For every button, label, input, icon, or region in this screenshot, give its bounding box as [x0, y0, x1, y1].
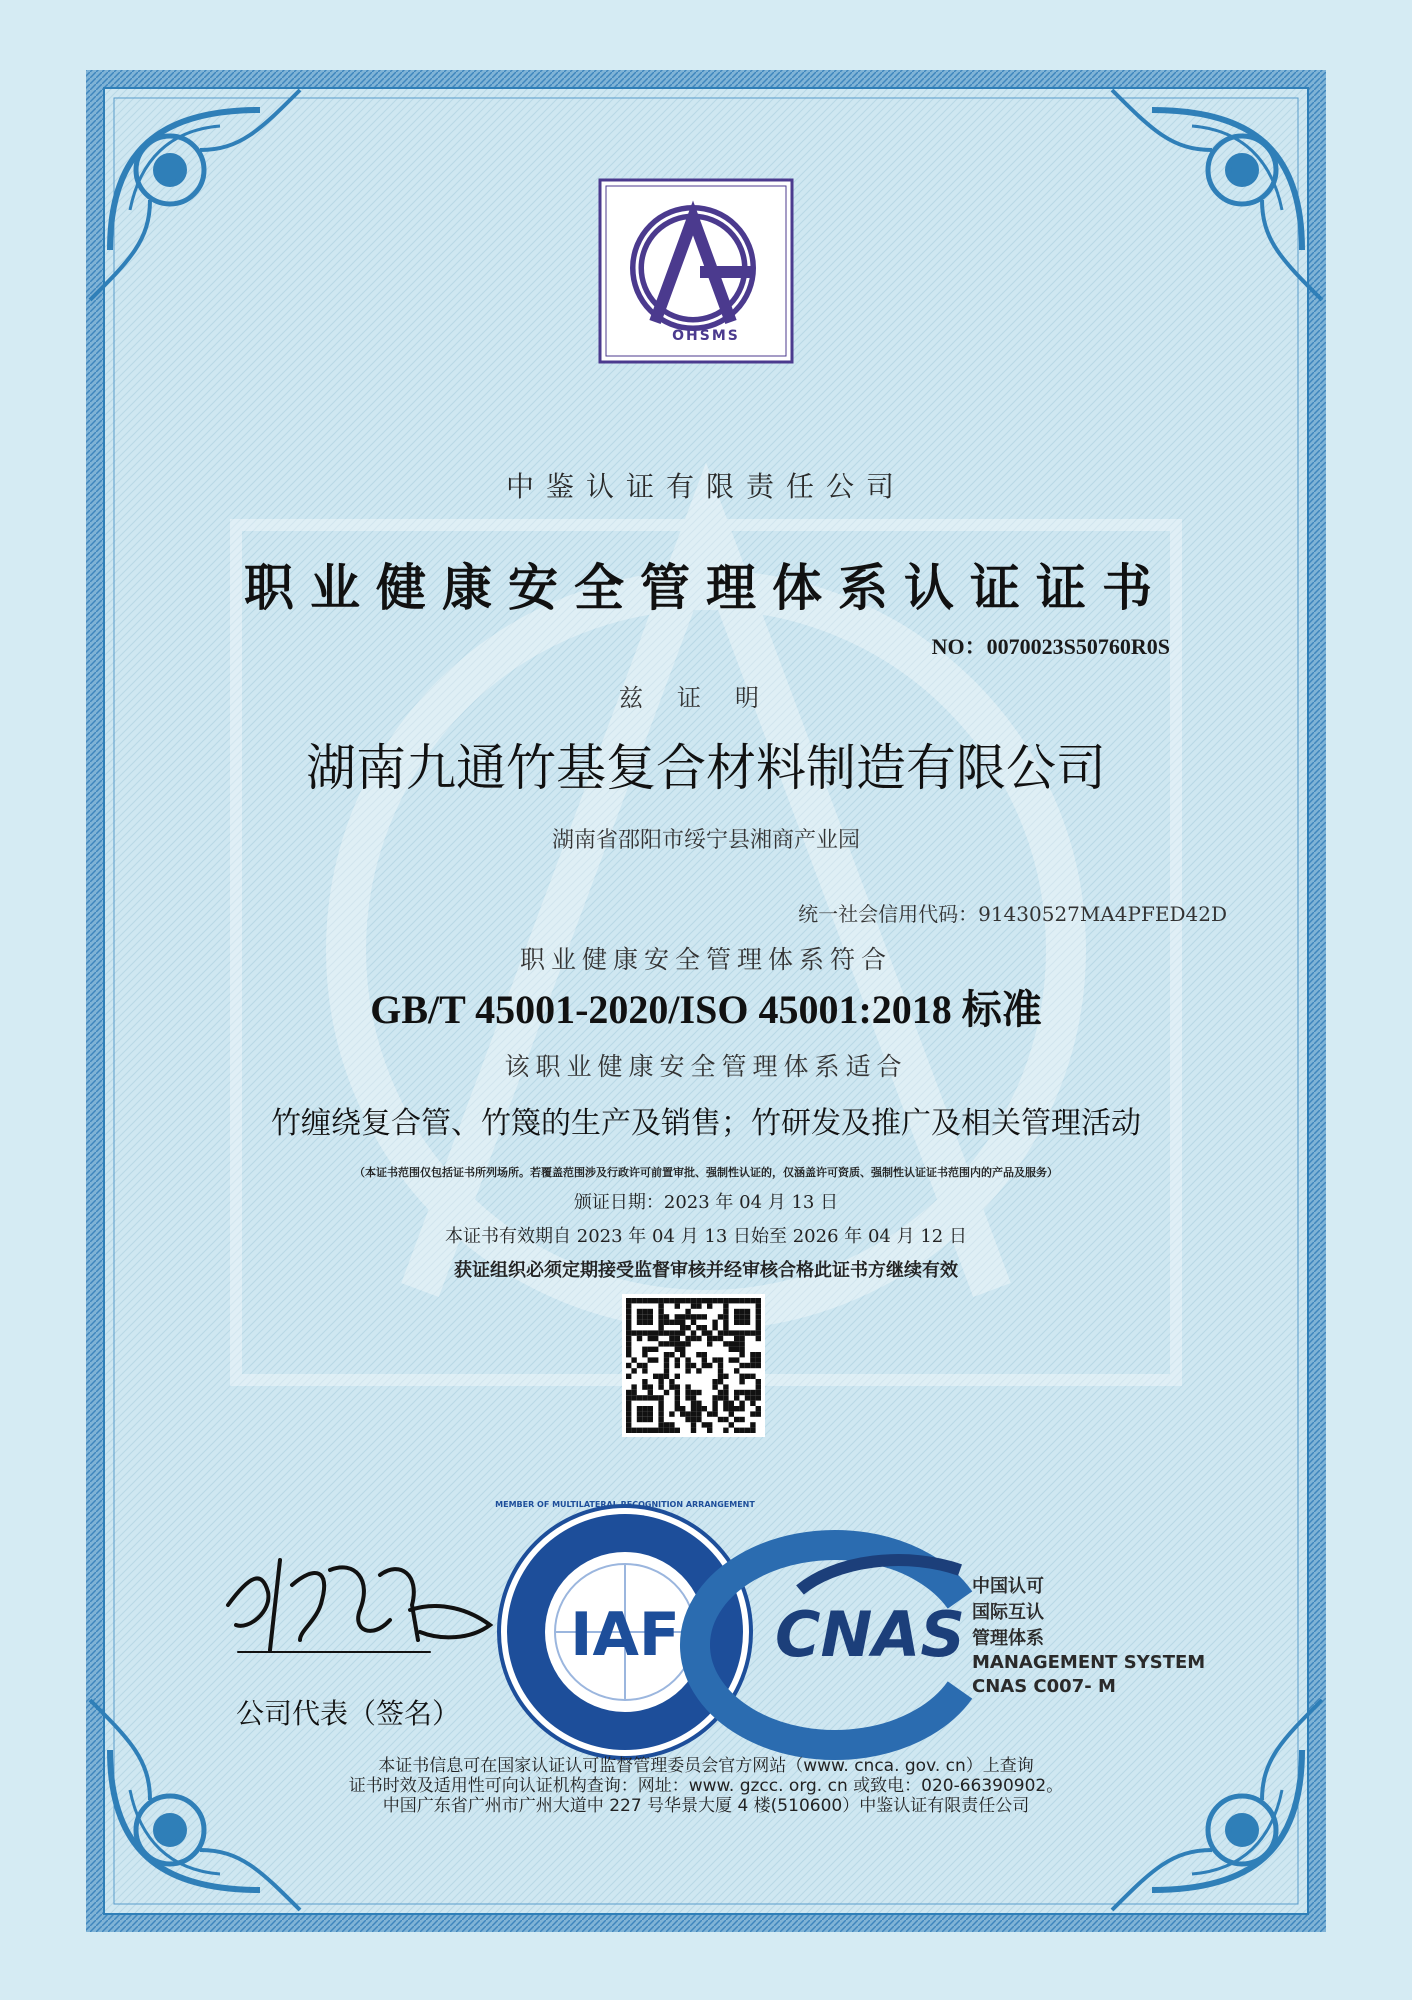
iaf-ring-text: MEMBER OF MULTILATERAL RECOGNITION ARRANGEMENT: [495, 1500, 755, 1509]
cnas-line-2: 国际互认: [972, 1602, 1044, 1623]
company-name: 湖南九通竹基复合材料制造有限公司: [306, 739, 1106, 797]
conform-line: 职业健康安全管理体系符合: [519, 945, 892, 974]
applies-line: 该职业健康安全管理体系适合: [504, 1052, 908, 1081]
signature-label: 公司代表（签名）: [236, 1697, 461, 1730]
footer-line-2: 证书时效及适用性可向认证机构查询：网址：www. gzcc. org. cn 或致电：020-66390902。: [348, 1776, 1064, 1796]
standard-name: GB/T 45001-2020/ISO 45001:2018 标准: [370, 987, 1042, 1032]
cnas-line-5: CNAS C007- M: [972, 1676, 1116, 1697]
cnas-label: CNAS: [775, 1598, 966, 1671]
footer-line-1: 本证书信息可在国家认证认可监督管理委员会官方网站（www. cnca. gov. cn）上查询: [378, 1756, 1034, 1776]
cnas-line-1: 中国认可: [972, 1576, 1044, 1597]
footer-line-3: 中国广东省广州市广州大道中 227 号华景大厦 4 楼(510600）中鉴认证有限责任公司: [382, 1796, 1030, 1816]
company-address: 湖南省邵阳市绥宁县湘商产业园: [551, 828, 860, 853]
ohsms-label: OHSMS: [672, 328, 740, 344]
hereby-certify: 兹证明: [619, 684, 793, 712]
certification-scope: 竹缠绕复合管、竹篾的生产及销售；竹研发及推广及相关管理活动: [271, 1106, 1141, 1141]
qr-code: [622, 1294, 765, 1437]
surveillance-notice: 获证组织必须定期接受监督审核并经审核合格此证书方继续有效: [454, 1260, 958, 1281]
certificate-number: NO：0070023S50760R0S: [931, 634, 1170, 659]
iaf-label: IAF: [570, 1600, 680, 1670]
issue-date: 颁证日期：2023 年 04 月 13 日: [573, 1192, 839, 1213]
scope-note: （本证书范围仅包括证书所列场所。若覆盖范围涉及行政许可前置审批、强制性认证的，仅涵盖许可资质、强制性认证证书范围内的产品及服务）: [354, 1166, 1058, 1179]
cnas-line-4: MANAGEMENT SYSTEM: [972, 1652, 1206, 1673]
cnas-line-3: 管理体系: [972, 1628, 1044, 1649]
validity-period: 本证书有效期自 2023 年 04 月 13 日始至 2026 年 04 月 12 日: [445, 1226, 967, 1247]
certificate-title: 职业健康安全管理体系认证证书: [244, 559, 1168, 617]
issuer-name: 中鉴认证有限责任公司: [505, 470, 906, 503]
credit-code: 统一社会信用代码：91430527MA4PFED42D: [798, 902, 1227, 926]
